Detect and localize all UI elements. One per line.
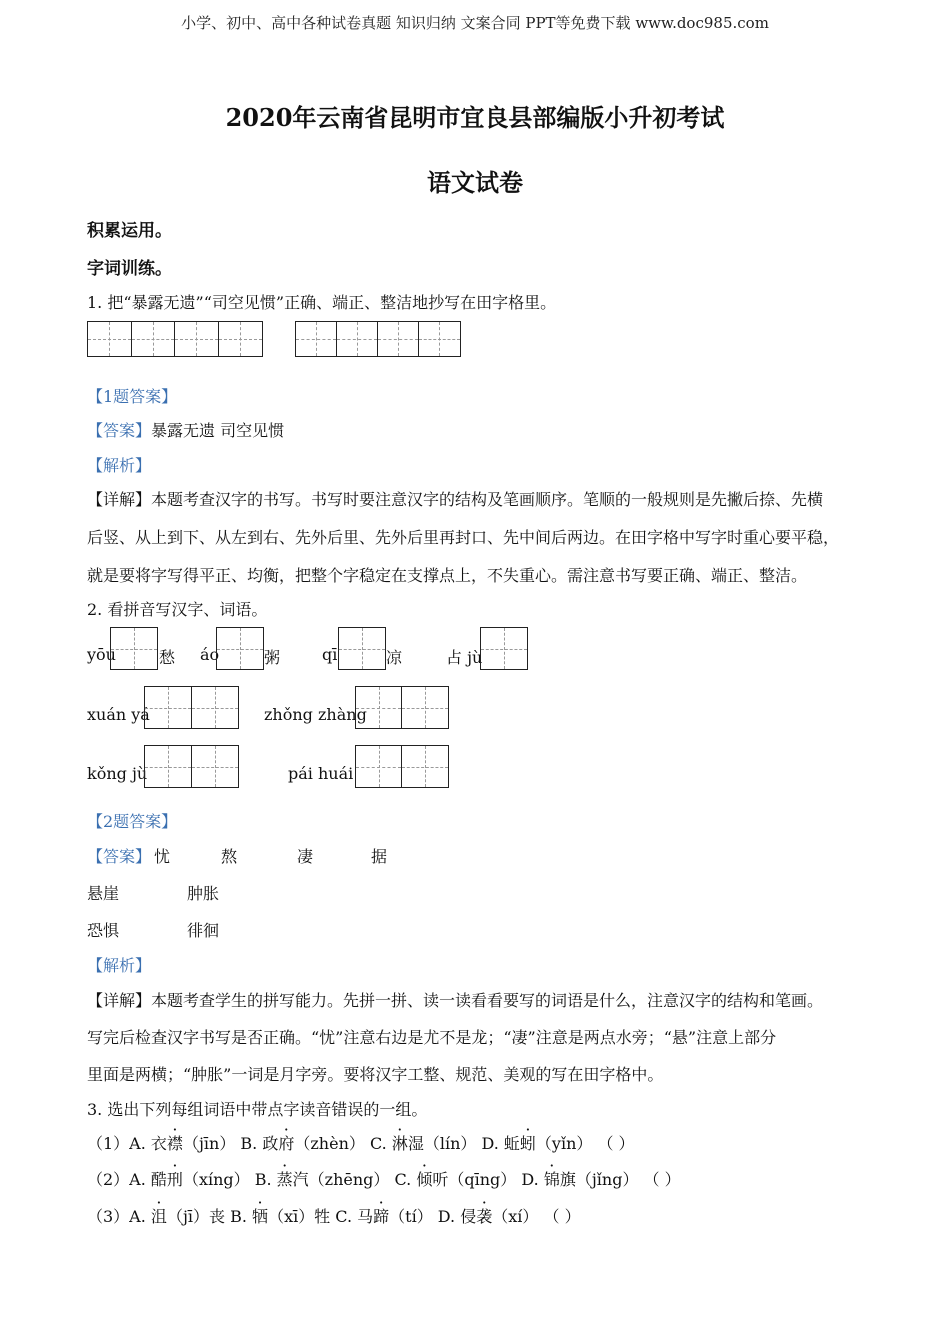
tianzige-box <box>480 627 528 670</box>
answer-label: 【答案】 <box>87 847 152 866</box>
answer-tag: 【2题答案】 <box>87 812 178 831</box>
pinyin-label: pái huái <box>288 764 354 783</box>
analysis-tag: 【解析】 <box>87 956 152 975</box>
tianzige-grid <box>355 745 449 788</box>
choice-row: （2）A. 酷刑（xíng） B. 蒸汽（zhēng） C. 倾听（qīng） D. 锦旗（jǐng） （ ） <box>87 1170 681 1189</box>
detail-line: 写完后检查汉字书写是否正确。“忧”注意右边是尤不是龙；“凄”注意是两点水旁；“悬”注意上部分 <box>87 1028 777 1047</box>
answer-line <box>87 418 284 441</box>
question-3: 3. 选出下列每组词语中带点字读音错误的一组。 <box>87 1100 428 1119</box>
section-subheading: 字词训练。 <box>87 259 172 279</box>
pinyin-label: 占 jù <box>446 648 483 667</box>
pinyin-label: yōu <box>87 645 116 664</box>
answer-text: 忧 <box>154 847 171 866</box>
question-2: 2. 看拼音写汉字、词语。 <box>87 600 268 619</box>
detail-line: 里面是两横；“肿胀”一词是月字旁。要将汉字工整、规范、美观的写在田字格中。 <box>87 1065 664 1084</box>
analysis-tag: 【解析】 <box>87 456 152 475</box>
tianzige-grid <box>355 686 449 729</box>
answer-line <box>87 844 151 867</box>
tianzige-grid <box>144 686 239 729</box>
question-1: 1. 把“暴露无遗”“司空见惯”正确、端正、整洁地抄写在田字格里。 <box>87 293 557 312</box>
tianzige-box <box>110 627 158 670</box>
suffix-char: 粥 <box>264 648 281 667</box>
detail-line: 后竖、从上到下、从左到右、先外后里、先外后里再封口、先中间后两边。在田字格中写字时重心要平稳， <box>87 528 840 547</box>
detail-line: 就是要将字写得平正、均衡，把整个字稳定在支撑点上，不失重心。需注意书写要正确、端正、整洁。 <box>87 566 808 585</box>
page-title: 2020年云南省昆明市宜良县部编版小升初考试 <box>225 103 725 132</box>
suffix-char: 凉 <box>386 648 403 667</box>
answer-text: 熬 <box>221 847 238 866</box>
suffix-char: 愁 <box>159 648 176 667</box>
answer-text: 暴露无遗 司空见惯 <box>151 421 285 440</box>
tianzige-box <box>216 627 264 670</box>
tianzige-box <box>338 627 386 670</box>
detail-text: 本题考查学生的拼写能力。先拼一拼、读一读看看要写的词语是什么，注意汉字的结构和笔画。 <box>151 991 824 1010</box>
page-header: 小学、初中、高中各种试卷真题 知识归纳 文案合同 PPT等免费下载 www.doc985.com <box>181 14 769 32</box>
tianzige-grid-2 <box>295 321 461 357</box>
section-heading: 积累运用。 <box>87 221 172 241</box>
answer-label: 【答案】 <box>87 421 152 440</box>
detail-text: 本题考查汉字的书写。书写时要注意汉字的结构及笔画顺序。笔顺的一般规则是先撇后捺、先横 <box>151 490 824 509</box>
detail-line <box>87 487 823 510</box>
detail-line <box>87 988 823 1011</box>
answer-text: 肿胀 <box>187 884 220 903</box>
tianzige-grid-1 <box>87 321 263 357</box>
answer-text: 悬崖 <box>87 884 120 903</box>
pinyin-label: zhǒng zhàng <box>264 705 367 724</box>
pinyin-label: qī <box>322 645 338 664</box>
choice-row: （3）A. 沮（jī）丧 B. 牺（xī）牲 C. 马蹄（tí） D. 侵袭（xí） （ ） <box>87 1207 581 1226</box>
choice-row: （1）A. 衣襟（jīn） B. 政府（zhèn） C. 淋湿（lín） D. 蚯蚓（yǐn） （ ） <box>87 1134 635 1153</box>
answer-tag: 【1题答案】 <box>87 387 178 406</box>
page-subtitle: 语文试卷 <box>427 168 523 197</box>
answer-text: 据 <box>371 847 388 866</box>
detail-label: 【详解】 <box>87 490 152 509</box>
pinyin-label: kǒng jù <box>87 764 148 783</box>
tianzige-grid <box>144 745 239 788</box>
answer-text: 凄 <box>297 847 314 866</box>
answer-text: 恐惧 <box>87 921 120 940</box>
pinyin-label: xuán yá <box>87 705 150 724</box>
detail-label: 【详解】 <box>87 991 152 1010</box>
answer-text: 徘徊 <box>187 921 220 940</box>
pinyin-label: áo <box>200 645 220 664</box>
